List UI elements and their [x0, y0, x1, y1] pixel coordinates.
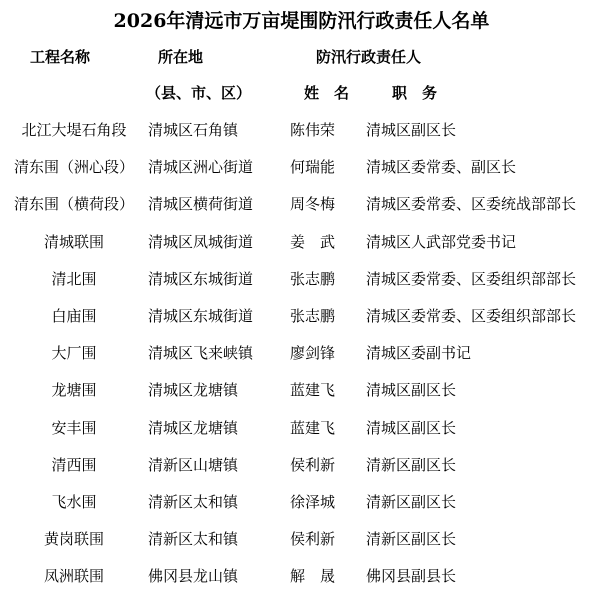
row-position: 清城区副区长 — [366, 121, 457, 139]
row-position: 清新区副区长 — [366, 530, 457, 548]
row-person-name: 侯利新 — [290, 456, 336, 474]
header-location-sub: （县、市、区） — [146, 84, 252, 102]
row-location: 清城区飞来峡镇 — [148, 344, 254, 362]
row-person-name: 解 晟 — [290, 567, 336, 585]
row-person-name: 何瑞能 — [290, 158, 336, 176]
header-responsible-person: 防汛行政责任人 — [316, 48, 422, 66]
row-location: 清城区横荷街道 — [148, 195, 254, 213]
row-position: 佛冈县副县长 — [366, 567, 457, 585]
row-position: 清城区副区长 — [366, 419, 457, 437]
row-project-name: 黄岗联围 — [43, 530, 104, 548]
row-position: 清新区副区长 — [366, 456, 457, 474]
header-project-name: 工程名称 — [30, 48, 91, 66]
row-position: 清城区委常委、副区长 — [366, 158, 517, 176]
row-location: 清新区太和镇 — [148, 493, 239, 511]
row-location: 清城区凤城街道 — [148, 233, 254, 251]
row-project-name: 大厂围 — [51, 344, 97, 362]
header-location: 所在地 — [158, 48, 204, 66]
row-location: 清城区龙塘镇 — [148, 381, 239, 399]
row-project-name: 凤洲联围 — [43, 567, 104, 585]
row-position: 清城区委副书记 — [366, 344, 472, 362]
row-project-name: 白庙围 — [51, 307, 97, 325]
row-person-name: 蓝建飞 — [290, 419, 336, 437]
row-person-name: 陈伟荣 — [290, 121, 336, 139]
header-name: 姓 名 — [304, 84, 350, 102]
row-person-name: 侯利新 — [290, 530, 336, 548]
row-project-name: 清东围（横荷段） — [13, 195, 134, 213]
row-person-name: 徐泽城 — [290, 493, 336, 511]
row-person-name: 张志鹏 — [290, 270, 336, 288]
row-position: 清新区副区长 — [366, 493, 457, 511]
row-position: 清城区人武部党委书记 — [366, 233, 517, 251]
row-project-name: 清北围 — [51, 270, 97, 288]
row-position: 清城区委常委、区委组织部部长 — [366, 307, 577, 325]
page-title: 2026年清远市万亩堤围防汛行政责任人名单 — [113, 10, 490, 32]
header-position: 职 务 — [392, 84, 438, 102]
row-person-name: 姜 武 — [290, 233, 336, 251]
row-project-name: 北江大堤石角段 — [21, 121, 127, 139]
row-person-name: 蓝建飞 — [290, 381, 336, 399]
row-project-name: 清东围（洲心段） — [13, 158, 134, 176]
row-project-name: 清城联围 — [43, 233, 104, 251]
row-person-name: 周冬梅 — [290, 195, 336, 213]
row-location: 清新区山塘镇 — [148, 456, 239, 474]
row-position: 清城区副区长 — [366, 381, 457, 399]
row-project-name: 安丰围 — [51, 419, 97, 437]
row-location: 清城区石角镇 — [148, 121, 239, 139]
row-location: 清城区龙塘镇 — [148, 419, 239, 437]
row-person-name: 张志鹏 — [290, 307, 336, 325]
row-position: 清城区委常委、区委统战部部长 — [366, 195, 577, 213]
row-location: 佛冈县龙山镇 — [148, 567, 239, 585]
row-project-name: 龙塘围 — [51, 381, 97, 399]
row-position: 清城区委常委、区委组织部部长 — [366, 270, 577, 288]
row-location: 清城区东城街道 — [148, 307, 254, 325]
row-project-name: 飞水围 — [51, 493, 97, 511]
row-person-name: 廖剑锋 — [290, 344, 336, 362]
row-location: 清城区洲心街道 — [148, 158, 254, 176]
row-project-name: 清西围 — [51, 456, 97, 474]
row-location: 清城区东城街道 — [148, 270, 254, 288]
row-location: 清新区太和镇 — [148, 530, 239, 548]
